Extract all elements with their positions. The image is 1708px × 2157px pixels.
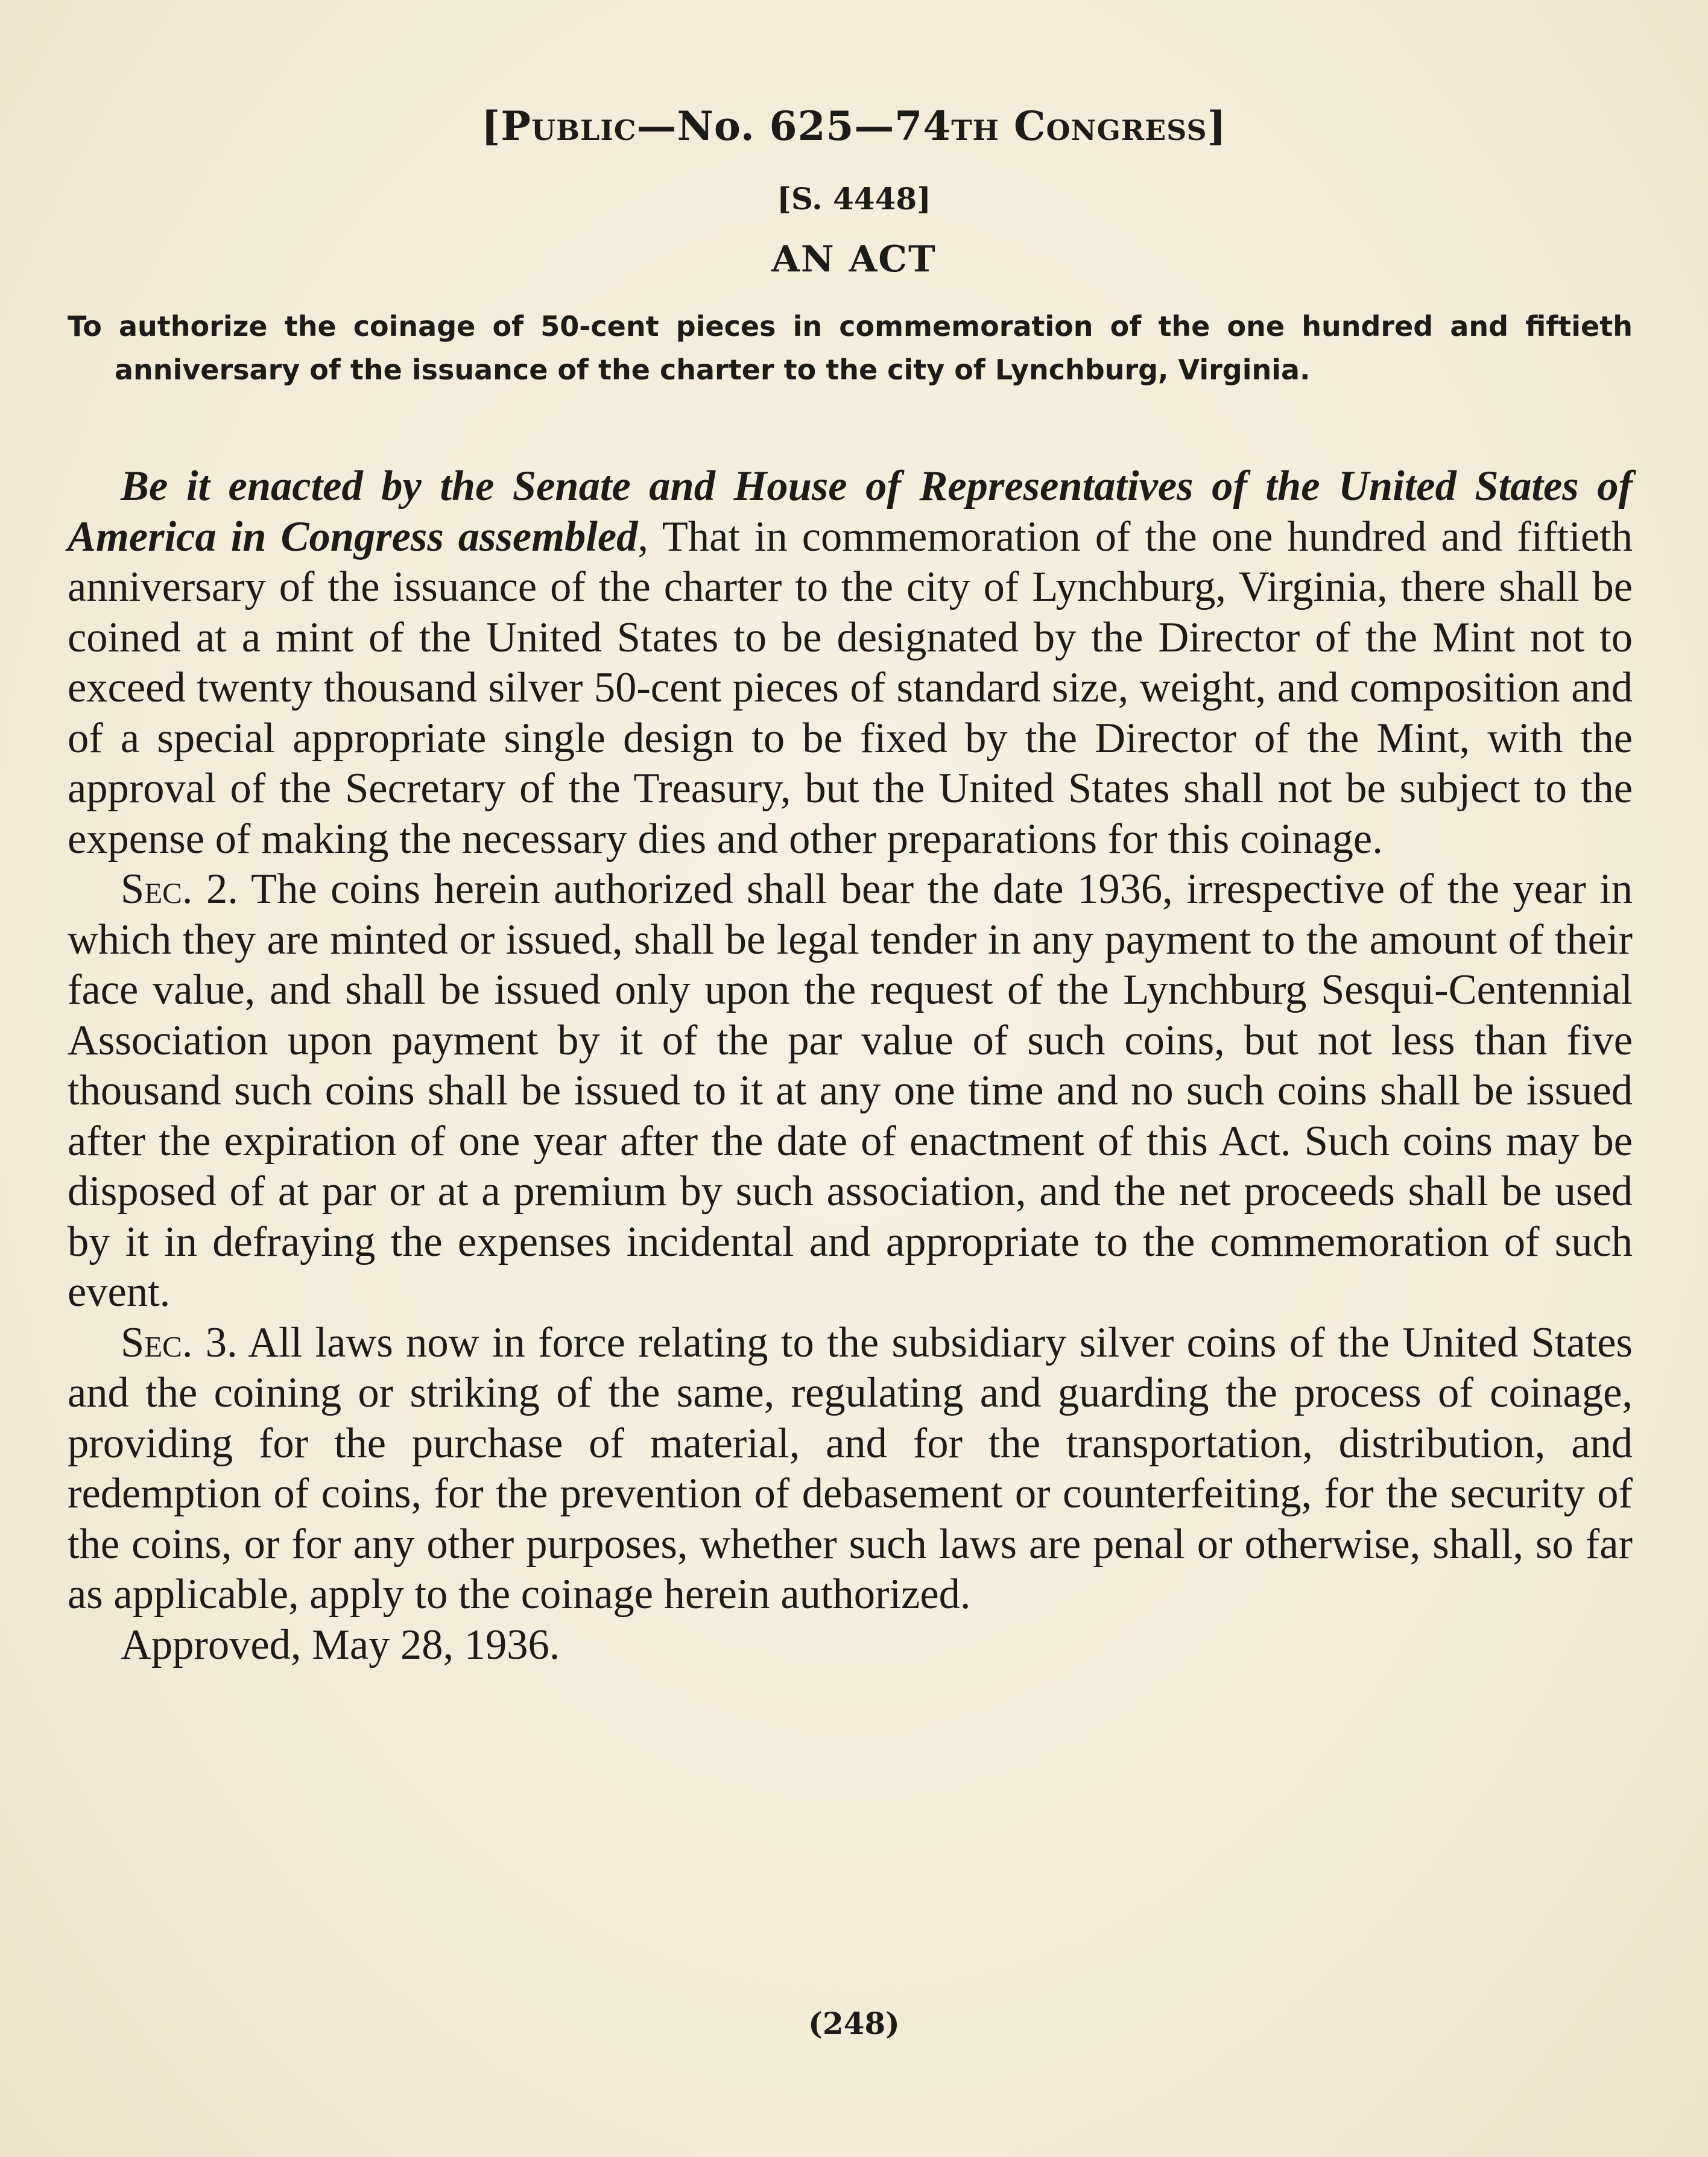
bill-number: [S. 4448] <box>777 181 931 217</box>
section-2-text: The coins herein authorized shall bear the date 1936, irrespective of the year in which they are minted or issued, shall be legal tender in any payment to the amount of their face value, and shall be issued only upon the request of the Lynchburg Sesqui-Centennial Association upon payment by it of the par value of such coins, but not less than five thousand such coins shall be issued to it at any one time and no such coins shall be issued after the expiration of one year after the date of enactment of this Act. Such coins may be disposed of at par or at a premium by such association, and the net proceeds shall be used by it in defraying the expenses incidental and appropriate to the commemoration of such event. <box>68 866 1633 1316</box>
section-2-label: Sec. 2. <box>121 866 238 913</box>
act-title: AN ACT <box>771 238 937 280</box>
section-2-paragraph <box>68 864 1633 1318</box>
section-3-text: All laws now in force relating to the subsidiary silver coins of the United States and the coining or striking of the same, regulating and guarding the process of coinage, providing for the purchase of material, and for the transportation, distribution, and redemption of coins, for the prevention of debasement or counterfeiting, for the security of the coins, or for any other purposes, whether such laws are penal or otherwise, shall, so far as applicable, apply to the coinage herein authorized. <box>68 1319 1633 1618</box>
public-law-open-bracket: [ <box>481 103 501 150</box>
approval-date: Approved, May 28, 1936. <box>121 1621 560 1668</box>
page-number: (248) <box>808 2006 900 2041</box>
section-3-label: Sec. 3. <box>121 1319 238 1366</box>
public-law-number: —No. 625—74 <box>636 103 952 150</box>
public-law-ordinal-suffix: th <box>951 103 999 150</box>
section-1-text: , That in commemoration of the one hundred and fiftieth anniversary of the issuance of the charter to the city of Lynchburg, Virginia, there shall be coined at a mint of the United States to be designated by the Director of the Mint not to exceed twenty thousand silver 50-cent pieces of standard size, weight, and composition and of a special appropriate single design to be fixed by the Director of the Mint, with the approval of the Secretary of the Treasury, but the United States shall not be subject to the expense of making the necessary dies and other preparations for this coinage. <box>68 513 1633 863</box>
public-law-public-label: Public <box>501 103 637 150</box>
public-law-congress-label: Congress <box>999 103 1207 150</box>
section-1-paragraph <box>68 461 1633 864</box>
act-purpose: To authorize the coinage of 50-cent pieces in commemoration of the one hundred and fiftieth anniversary of the issuance of the charter to the city of Lynchburg, Virginia. <box>68 310 1633 386</box>
section-3-paragraph <box>68 1318 1633 1620</box>
public-law-heading <box>0 103 1708 150</box>
enacting-clause: Be it enacted by the Senate and House of Representatives of the United States of America in Congress assembled <box>68 463 1633 560</box>
public-law-close-bracket: ] <box>1207 103 1227 150</box>
act-body <box>68 461 1633 1670</box>
